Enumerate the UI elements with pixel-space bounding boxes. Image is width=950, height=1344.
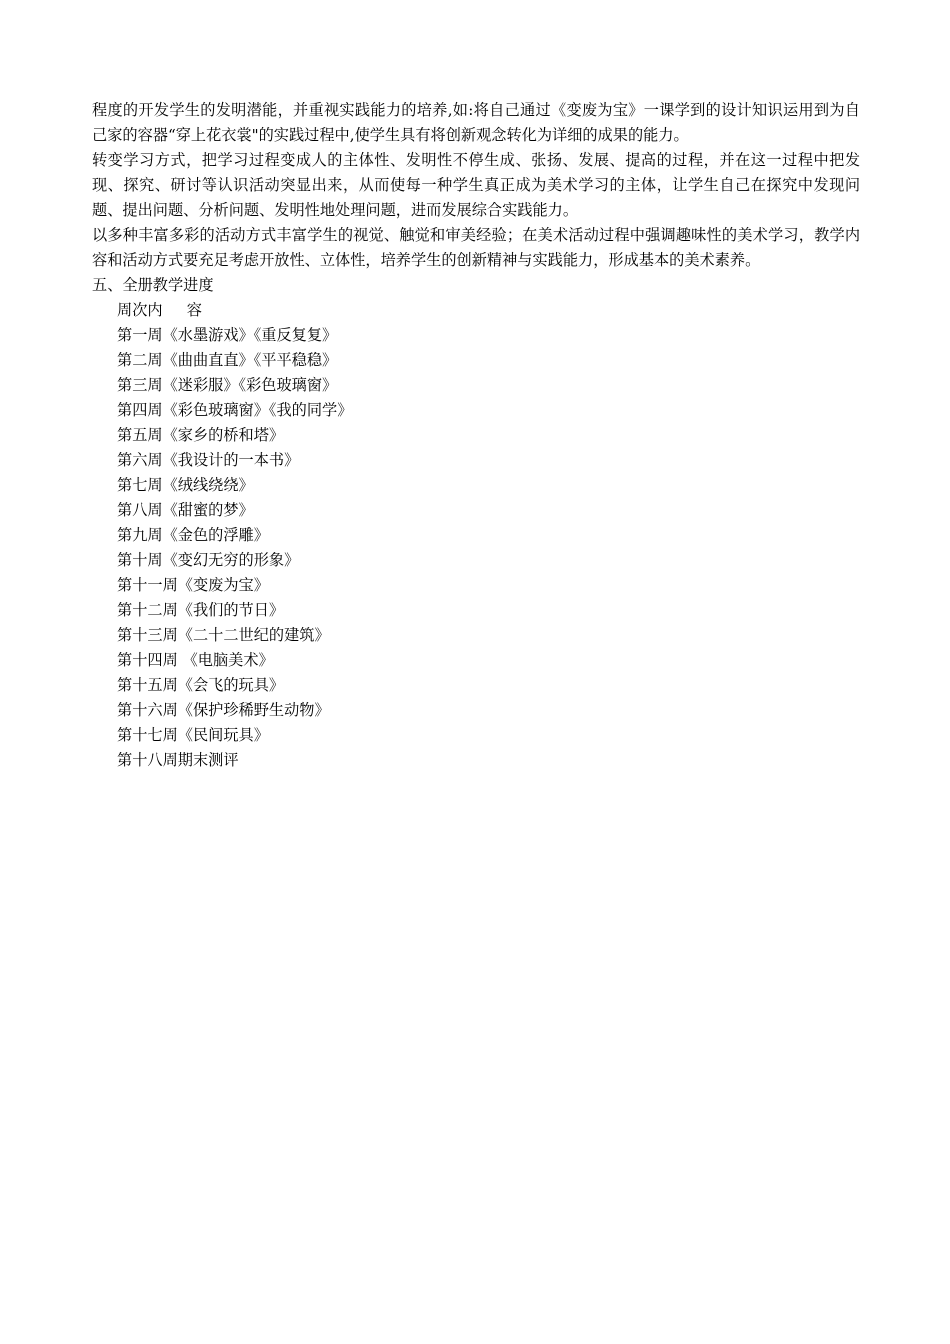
- schedule-item: 第八周《甜蜜的梦》: [117, 501, 254, 519]
- schedule-item: 第十二周《我们的节日》: [117, 601, 285, 619]
- schedule-item: 第六周《我设计的一本书》: [117, 451, 300, 469]
- paragraph-learning-method: 转变学习方式，把学习过程变成人的主体性、发明性不停生成、张扬、发展、提高的过程，并在这一过程中把发现、探究、研讨等认识活动突显出来，从而使每一种学生真正成为美术学习的主体，让学生自己在探究中发现问题、提出问题、分析问题、发明性地处理问题，进而发展综合实践能力。: [92, 151, 860, 219]
- schedule-item: 第七周《绒线绕绕》: [117, 476, 254, 494]
- schedule-item: 第十一周《变废为宝》: [117, 576, 269, 594]
- schedule-item: 第十四周 《电脑美术》: [117, 651, 274, 669]
- schedule-item: 第十周《变幻无穷的形象》: [117, 551, 300, 569]
- schedule-item: 第五周《家乡的桥和塔》: [117, 426, 285, 444]
- schedule-item: 第一周《水墨游戏》《重反复复》: [117, 326, 338, 344]
- schedule-item: 第九周《金色的浮雕》: [117, 526, 269, 544]
- schedule-item: 第十八周期末测评: [117, 751, 239, 769]
- schedule-header: 周次内 容: [117, 301, 202, 319]
- paragraph-innovation: 程度的开发学生的发明潜能，并重视实践能力的培养,如:将自己通过《变废为宝》一课学到的设计知识运用到为自己家的容器“穿上花衣裳"的实践过程中,使学生具有将创新观念转化为详细的成果的能力。: [92, 101, 860, 144]
- schedule-item: 第二周《曲曲直直》《平平稳稳》: [117, 351, 338, 369]
- schedule-item: 第十五周《会飞的玩具》: [117, 676, 285, 694]
- schedule-item: 第四周《彩色玻璃窗》《我的同学》: [117, 401, 353, 419]
- schedule-item: 第三周《迷彩服》《彩色玻璃窗》: [117, 376, 338, 394]
- section-heading: 五、全册教学进度: [92, 276, 214, 294]
- schedule-list: [92, 323, 860, 773]
- schedule-item: 第十三周《二十二世纪的建筑》: [117, 626, 330, 644]
- document-page: [92, 98, 860, 773]
- schedule-item: 第十六周《保护珍稀野生动物》: [117, 701, 330, 719]
- paragraph-activities: 以多种丰富多彩的活动方式丰富学生的视觉、触觉和审美经验；在美术活动过程中强调趣味性的美术学习，教学内容和活动方式要充足考虑开放性、立体性，培养学生的创新精神与实践能力，形成基本的美术素养。: [92, 226, 860, 269]
- schedule-item: 第十七周《民间玩具》: [117, 726, 269, 744]
